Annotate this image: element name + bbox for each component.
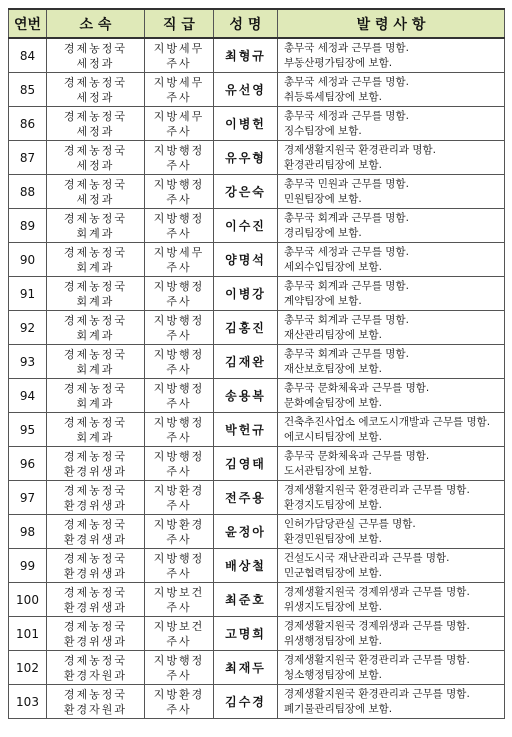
appointment-order: 총무국 회계과 근무를 명함. [284, 279, 409, 292]
department-bureau: 경제농정국 [63, 687, 128, 701]
row-department [47, 549, 145, 583]
table-row [9, 685, 505, 719]
grade-rank: 주사 [166, 90, 192, 104]
appointment-order: 총무국 회계과 근무를 명함. [284, 347, 409, 360]
appointment-order: 건설도시국 재난관리과 근무를 명함. [284, 551, 450, 564]
appointment-position: 도서관팀장에 보함. [284, 464, 372, 477]
table-row [9, 549, 505, 583]
appointment-order: 총무국 문화체육과 근무를 명함. [284, 449, 430, 462]
appointment-position: 재산보호팀장에 보함. [284, 362, 382, 375]
table-row [9, 175, 505, 209]
appointment-position: 위생행정팀장에 보함. [284, 634, 382, 647]
table-row [9, 447, 505, 481]
department-division: 환경위생과 [63, 464, 128, 478]
department-bureau: 경제농정국 [63, 653, 128, 667]
department-division: 회계과 [76, 362, 115, 376]
row-name: 최재두 [214, 651, 278, 685]
department-bureau: 경제농정국 [63, 415, 128, 429]
row-department [47, 345, 145, 379]
row-number: 86 [9, 107, 47, 141]
row-name: 강은숙 [214, 175, 278, 209]
grade-series: 지방보건 [153, 619, 205, 633]
row-department [47, 209, 145, 243]
row-department [47, 38, 145, 73]
department-division: 환경자원과 [63, 702, 128, 716]
grade-series: 지방행정 [153, 653, 205, 667]
appointment-order: 경제생활지원국 경제위생과 근무를 명함. [284, 585, 470, 598]
appointment-position: 폐기물관리팀장에 보함. [284, 702, 393, 715]
row-department [47, 583, 145, 617]
row-number: 96 [9, 447, 47, 481]
row-grade [145, 38, 214, 73]
department-division: 회계과 [76, 226, 115, 240]
personnel-table-container [8, 8, 505, 719]
row-appointment [278, 175, 505, 209]
appointment-order: 총무국 민원과 근무를 명함. [284, 177, 409, 190]
row-number: 91 [9, 277, 47, 311]
row-appointment [278, 379, 505, 413]
grade-series: 지방행정 [153, 449, 205, 463]
department-division: 환경위생과 [63, 566, 128, 580]
row-name: 김재완 [214, 345, 278, 379]
row-department [47, 141, 145, 175]
row-grade [145, 73, 214, 107]
appointment-position: 징수팀장에 보함. [284, 124, 362, 137]
row-appointment [278, 583, 505, 617]
row-number: 85 [9, 73, 47, 107]
grade-series: 지방환경 [153, 687, 205, 701]
appointment-position: 취등록세팀장에 보함. [284, 90, 382, 103]
grade-rank: 주사 [166, 430, 192, 444]
row-name: 이병헌 [214, 107, 278, 141]
row-appointment [278, 549, 505, 583]
department-bureau: 경제농정국 [63, 75, 128, 89]
row-appointment [278, 38, 505, 73]
appointment-position: 환경민원팀장에 보함. [284, 532, 382, 545]
grade-rank: 주사 [166, 294, 192, 308]
header-desc: 발 령 사 항 [278, 9, 505, 38]
table-row [9, 515, 505, 549]
grade-series: 지방행정 [153, 347, 205, 361]
grade-series: 지방행정 [153, 143, 205, 157]
department-bureau: 경제농정국 [63, 347, 128, 361]
row-department [47, 481, 145, 515]
grade-rank: 주사 [166, 600, 192, 614]
row-department [47, 515, 145, 549]
row-number: 94 [9, 379, 47, 413]
department-bureau: 경제농정국 [63, 585, 128, 599]
row-name: 이수진 [214, 209, 278, 243]
department-bureau: 경제농정국 [63, 211, 128, 225]
row-name: 유우형 [214, 141, 278, 175]
row-grade [145, 685, 214, 719]
row-name: 송용복 [214, 379, 278, 413]
table-row [9, 481, 505, 515]
appointment-order: 경제생활지원국 환경관리과 근무를 명함. [284, 483, 470, 496]
row-department [47, 685, 145, 719]
grade-rank: 주사 [166, 226, 192, 240]
appointment-order: 총무국 회계과 근무를 명함. [284, 211, 409, 224]
row-grade [145, 311, 214, 345]
department-division: 세정과 [76, 192, 115, 206]
row-appointment [278, 651, 505, 685]
row-department [47, 617, 145, 651]
row-name: 양명석 [214, 243, 278, 277]
row-department [47, 447, 145, 481]
grade-rank: 주사 [166, 634, 192, 648]
appointment-order: 경제생활지원국 환경관리과 근무를 명함. [284, 687, 470, 700]
grade-series: 지방행정 [153, 279, 205, 293]
table-row [9, 651, 505, 685]
table-row [9, 38, 505, 73]
department-bureau: 경제농정국 [63, 41, 128, 55]
row-number: 95 [9, 413, 47, 447]
appointment-order: 경제생활지원국 환경관리과 근무를 명함. [284, 653, 470, 666]
row-grade [145, 141, 214, 175]
row-department [47, 413, 145, 447]
department-division: 환경위생과 [63, 600, 128, 614]
row-appointment [278, 345, 505, 379]
table-row [9, 107, 505, 141]
appointment-order: 경제생활지원국 환경관리과 명함. [284, 143, 437, 156]
personnel-table [8, 8, 505, 719]
row-grade [145, 175, 214, 209]
appointment-position: 부동산평가팀장에 보함. [284, 56, 393, 69]
row-appointment [278, 311, 505, 345]
row-number: 93 [9, 345, 47, 379]
row-name: 최형규 [214, 38, 278, 73]
header-row [9, 9, 505, 38]
table-row [9, 141, 505, 175]
row-appointment [278, 515, 505, 549]
grade-rank: 주사 [166, 396, 192, 410]
grade-series: 지방보건 [153, 585, 205, 599]
row-grade [145, 277, 214, 311]
table-row [9, 243, 505, 277]
department-division: 세정과 [76, 158, 115, 172]
grade-rank: 주사 [166, 668, 192, 682]
appointment-order: 총무국 문화체육과 근무를 명함. [284, 381, 430, 394]
row-number: 89 [9, 209, 47, 243]
department-division: 회계과 [76, 430, 115, 444]
row-grade [145, 583, 214, 617]
row-department [47, 107, 145, 141]
row-grade [145, 617, 214, 651]
department-bureau: 경제농정국 [63, 109, 128, 123]
department-division: 세정과 [76, 56, 115, 70]
department-division: 환경위생과 [63, 532, 128, 546]
row-name: 박헌규 [214, 413, 278, 447]
grade-rank: 주사 [166, 192, 192, 206]
row-name: 김영태 [214, 447, 278, 481]
table-row [9, 413, 505, 447]
row-name: 이병강 [214, 277, 278, 311]
row-grade [145, 549, 214, 583]
appointment-order: 인허가담당관실 근무를 명함. [284, 517, 416, 530]
row-grade [145, 515, 214, 549]
grade-series: 지방행정 [153, 177, 205, 191]
appointment-position: 경리팀장에 보함. [284, 226, 362, 239]
row-number: 99 [9, 549, 47, 583]
department-division: 세정과 [76, 124, 115, 138]
row-grade [145, 651, 214, 685]
department-bureau: 경제농정국 [63, 551, 128, 565]
department-bureau: 경제농정국 [63, 619, 128, 633]
department-division: 회계과 [76, 328, 115, 342]
appointment-order: 총무국 세정과 근무를 명함. [284, 75, 409, 88]
department-division: 회계과 [76, 294, 115, 308]
row-number: 103 [9, 685, 47, 719]
appointment-position: 문화예술팀장에 보함. [284, 396, 382, 409]
appointment-order: 경제생활지원국 경제위생과 근무를 명함. [284, 619, 470, 632]
table-row [9, 345, 505, 379]
grade-rank: 주사 [166, 702, 192, 716]
department-division: 환경자원과 [63, 668, 128, 682]
row-department [47, 73, 145, 107]
row-appointment [278, 243, 505, 277]
grade-rank: 주사 [166, 328, 192, 342]
appointment-position: 환경지도팀장에 보함. [284, 498, 382, 511]
row-department [47, 311, 145, 345]
row-grade [145, 243, 214, 277]
row-name: 배상철 [214, 549, 278, 583]
grade-series: 지방행정 [153, 211, 205, 225]
grade-series: 지방행정 [153, 551, 205, 565]
row-appointment [278, 277, 505, 311]
row-grade [145, 447, 214, 481]
row-grade [145, 379, 214, 413]
department-division: 세정과 [76, 90, 115, 104]
row-number: 88 [9, 175, 47, 209]
grade-series: 지방행정 [153, 381, 205, 395]
table-row [9, 583, 505, 617]
table-row [9, 311, 505, 345]
row-number: 92 [9, 311, 47, 345]
appointment-position: 계약팀장에 보함. [284, 294, 362, 307]
department-bureau: 경제농정국 [63, 517, 128, 531]
appointment-order: 총무국 세정과 근무를 명함. [284, 41, 409, 54]
appointment-position: 환경관리팀장에 보함. [284, 158, 382, 171]
table-row [9, 617, 505, 651]
department-division: 환경위생과 [63, 498, 128, 512]
grade-series: 지방행정 [153, 313, 205, 327]
header-grade: 직 급 [145, 9, 214, 38]
row-name: 김수경 [214, 685, 278, 719]
department-division: 회계과 [76, 396, 115, 410]
appointment-order: 건축추진사업소 에코도시개발과 근무를 명함. [284, 415, 491, 428]
row-name: 고명희 [214, 617, 278, 651]
row-number: 98 [9, 515, 47, 549]
grade-rank: 주사 [166, 464, 192, 478]
appointment-position: 청소행정팀장에 보함. [284, 668, 382, 681]
row-name: 유선영 [214, 73, 278, 107]
grade-rank: 주사 [166, 362, 192, 376]
appointment-order: 총무국 세정과 근무를 명함. [284, 109, 409, 122]
row-appointment [278, 685, 505, 719]
grade-rank: 주사 [166, 56, 192, 70]
department-division: 환경위생과 [63, 634, 128, 648]
appointment-position: 재산관리팀장에 보함. [284, 328, 382, 341]
department-bureau: 경제농정국 [63, 381, 128, 395]
department-division: 회계과 [76, 260, 115, 274]
table-row [9, 379, 505, 413]
row-name: 최준호 [214, 583, 278, 617]
row-name: 윤정아 [214, 515, 278, 549]
row-number: 84 [9, 38, 47, 73]
department-bureau: 경제농정국 [63, 279, 128, 293]
row-department [47, 379, 145, 413]
row-appointment [278, 141, 505, 175]
grade-rank: 주사 [166, 498, 192, 512]
grade-series: 지방환경 [153, 483, 205, 497]
grade-series: 지방세무 [153, 109, 205, 123]
table-row [9, 209, 505, 243]
appointment-position: 세외수입팀장에 보함. [284, 260, 382, 273]
table-row [9, 73, 505, 107]
row-grade [145, 345, 214, 379]
grade-series: 지방세무 [153, 41, 205, 55]
grade-rank: 주사 [166, 158, 192, 172]
row-grade [145, 209, 214, 243]
header-no: 연번 [9, 9, 47, 38]
row-number: 97 [9, 481, 47, 515]
grade-series: 지방행정 [153, 415, 205, 429]
appointment-order: 총무국 세정과 근무를 명함. [284, 245, 409, 258]
header-dept: 소 속 [47, 9, 145, 38]
row-number: 87 [9, 141, 47, 175]
header-name: 성 명 [214, 9, 278, 38]
appointment-position: 에코시티팀장에 보함. [284, 430, 382, 443]
row-number: 101 [9, 617, 47, 651]
appointment-position: 민원팀장에 보함. [284, 192, 362, 205]
grade-rank: 주사 [166, 260, 192, 274]
grade-rank: 주사 [166, 532, 192, 546]
row-number: 102 [9, 651, 47, 685]
row-appointment [278, 481, 505, 515]
table-body [9, 38, 505, 719]
table-row [9, 277, 505, 311]
grade-series: 지방세무 [153, 75, 205, 89]
grade-series: 지방환경 [153, 517, 205, 531]
appointment-order: 총무국 회계과 근무를 명함. [284, 313, 409, 326]
row-appointment [278, 617, 505, 651]
row-grade [145, 481, 214, 515]
row-department [47, 243, 145, 277]
appointment-position: 위생지도팀장에 보함. [284, 600, 382, 613]
row-department [47, 277, 145, 311]
department-bureau: 경제농정국 [63, 245, 128, 259]
row-grade [145, 413, 214, 447]
grade-series: 지방세무 [153, 245, 205, 259]
row-grade [145, 107, 214, 141]
department-bureau: 경제농정국 [63, 143, 128, 157]
department-bureau: 경제농정국 [63, 483, 128, 497]
appointment-position: 민군협력팀장에 보함. [284, 566, 382, 579]
row-appointment [278, 107, 505, 141]
grade-rank: 주사 [166, 124, 192, 138]
row-name: 전주용 [214, 481, 278, 515]
grade-rank: 주사 [166, 566, 192, 580]
row-department [47, 175, 145, 209]
row-name: 김홍진 [214, 311, 278, 345]
department-bureau: 경제농정국 [63, 449, 128, 463]
row-number: 100 [9, 583, 47, 617]
department-bureau: 경제농정국 [63, 177, 128, 191]
row-appointment [278, 447, 505, 481]
row-appointment [278, 413, 505, 447]
row-department [47, 651, 145, 685]
row-appointment [278, 73, 505, 107]
department-bureau: 경제농정국 [63, 313, 128, 327]
row-appointment [278, 209, 505, 243]
row-number: 90 [9, 243, 47, 277]
